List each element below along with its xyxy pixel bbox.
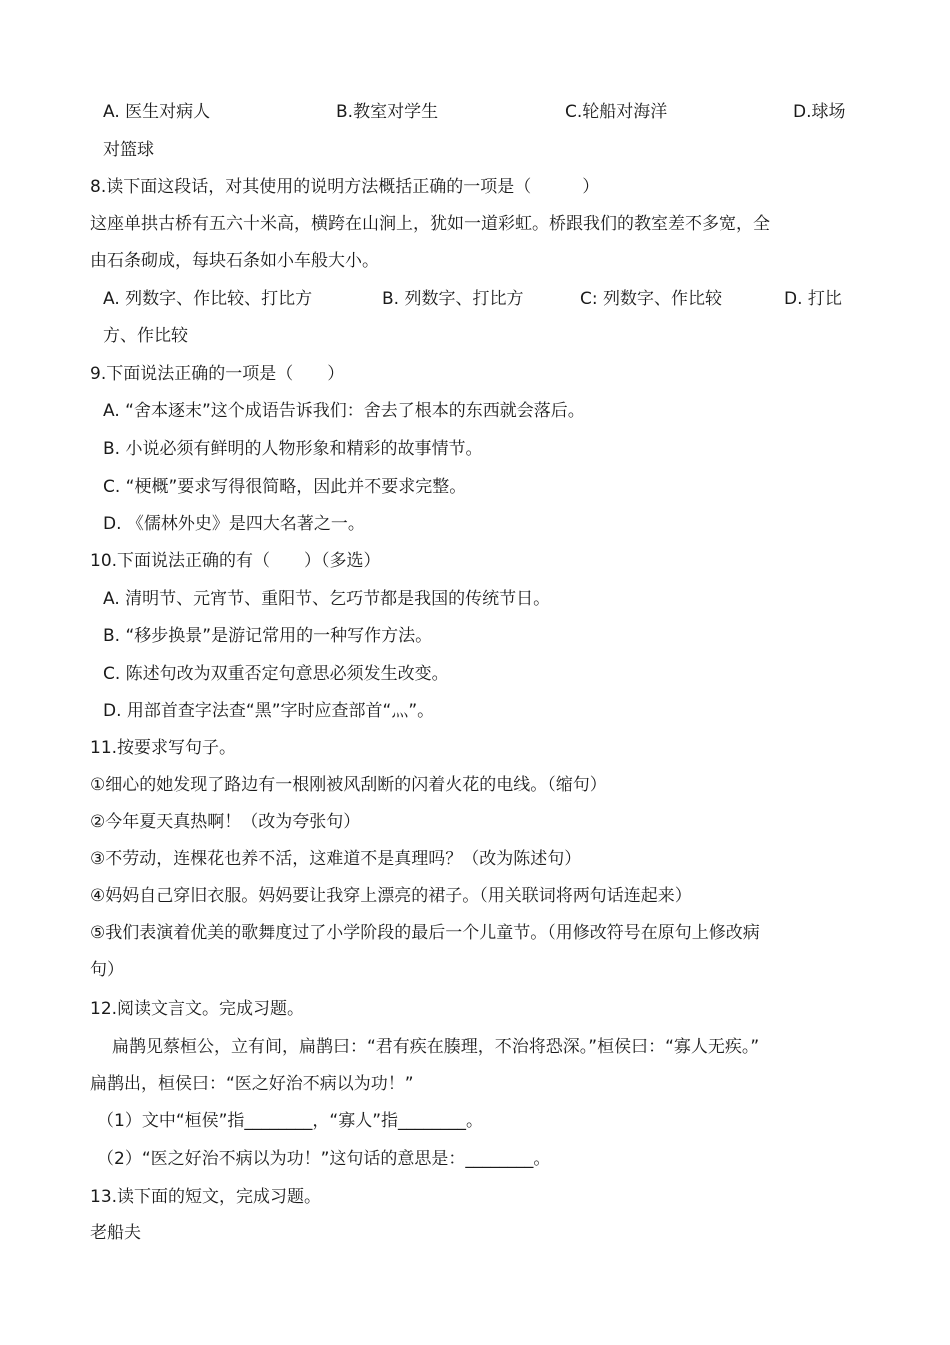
q13-article-title: 老船夫 <box>90 1223 141 1243</box>
q8-passage-line: 这座单拱古桥有五六十米高，横跨在山涧上，犹如一道彩虹。桥跟我们的教室差不多宽，全 <box>90 214 770 234</box>
q10-stem: 10.下面说法正确的有（ ）（多选） <box>90 551 381 571</box>
q7-option-c[interactable]: C.轮船对海洋 <box>565 102 668 122</box>
q11-item-5: ⑤我们表演着优美的歌舞度过了小学阶段的最后一个儿童节。（用修改符号在原句上修改病 <box>90 923 760 943</box>
q12-passage-line: 扁鹊出，桓侯曰：“医之好治不病以为功！” <box>90 1074 414 1094</box>
q9-option-a[interactable]: A. “舍本逐末”这个成语告诉我们：舍去了根本的东西就会落后。 <box>103 401 585 421</box>
q8-stem: 8.读下面这段话，对其使用的说明方法概括正确的一项是（ ） <box>90 177 600 197</box>
q8-passage-line: 由石条砌成，每块石条如小车般大小。 <box>90 251 379 271</box>
q9-option-d[interactable]: D. 《儒林外史》是四大名著之一。 <box>103 514 365 534</box>
q7-option-d[interactable]: D.球场 <box>793 102 846 122</box>
q9-option-c[interactable]: C. “梗概”要求写得很简略，因此并不要求完整。 <box>103 477 467 497</box>
q11-stem: 11.按要求写句子。 <box>90 738 237 758</box>
q9-stem: 9.下面说法正确的一项是（ ） <box>90 364 345 384</box>
q12-sub-question-1[interactable]: （1）文中“桓侯”指________，“寡人”指________。 <box>97 1111 484 1131</box>
q10-option-a[interactable]: A. 清明节、元宵节、重阳节、乞巧节都是我国的传统节日。 <box>103 589 551 609</box>
q8-option-a[interactable]: A. 列数字、作比较、打比方 <box>103 289 313 309</box>
q10-option-d[interactable]: D. 用部首查字法查“黑”字时应查部首“灬”。 <box>103 701 435 721</box>
q12-sub-question-2[interactable]: （2）“医之好治不病以为功！”这句话的意思是：________。 <box>97 1149 551 1169</box>
q12-stem: 12.阅读文言文。完成习题。 <box>90 999 305 1019</box>
q12-passage-line: 扁鹊见蔡桓公，立有间，扁鹊曰：“君有疾在腠理，不治将恐深。”桓侯曰：“寡人无疾。” <box>112 1037 760 1057</box>
q10-option-b[interactable]: B. “移步换景”是游记常用的一种写作方法。 <box>103 626 433 646</box>
q13-stem: 13.读下面的短文，完成习题。 <box>90 1187 322 1207</box>
q11-item-5-wrap: 句） <box>90 960 124 980</box>
q11-item-4: ④妈妈自己穿旧衣服。妈妈要让我穿上漂亮的裙子。（用关联词将两句话连起来） <box>90 886 692 906</box>
q7-option-b[interactable]: B.教室对学生 <box>336 102 439 122</box>
q8-option-c[interactable]: C: 列数字、作比较 <box>580 289 723 309</box>
q8-option-d[interactable]: D. 打比 <box>784 289 842 309</box>
q11-item-3: ③不劳动，连棵花也养不活，这难道不是真理吗？（改为陈述句） <box>90 849 582 869</box>
q8-option-d-wrap: 方、作比较 <box>103 326 188 346</box>
q7-option-d-wrap: 对篮球 <box>103 140 154 160</box>
q10-option-c[interactable]: C. 陈述句改为双重否定句意思必须发生改变。 <box>103 664 449 684</box>
q9-option-b[interactable]: B. 小说必须有鲜明的人物形象和精彩的故事情节。 <box>103 439 483 459</box>
q11-item-2: ②今年夏天真热啊！（改为夸张句） <box>90 812 361 832</box>
q11-item-1: ①细心的她发现了路边有一根刚被风刮断的闪着火花的电线。（缩句） <box>90 775 607 795</box>
q7-option-a[interactable]: A. 医生对病人 <box>103 102 211 122</box>
q8-option-b[interactable]: B. 列数字、打比方 <box>382 289 524 309</box>
